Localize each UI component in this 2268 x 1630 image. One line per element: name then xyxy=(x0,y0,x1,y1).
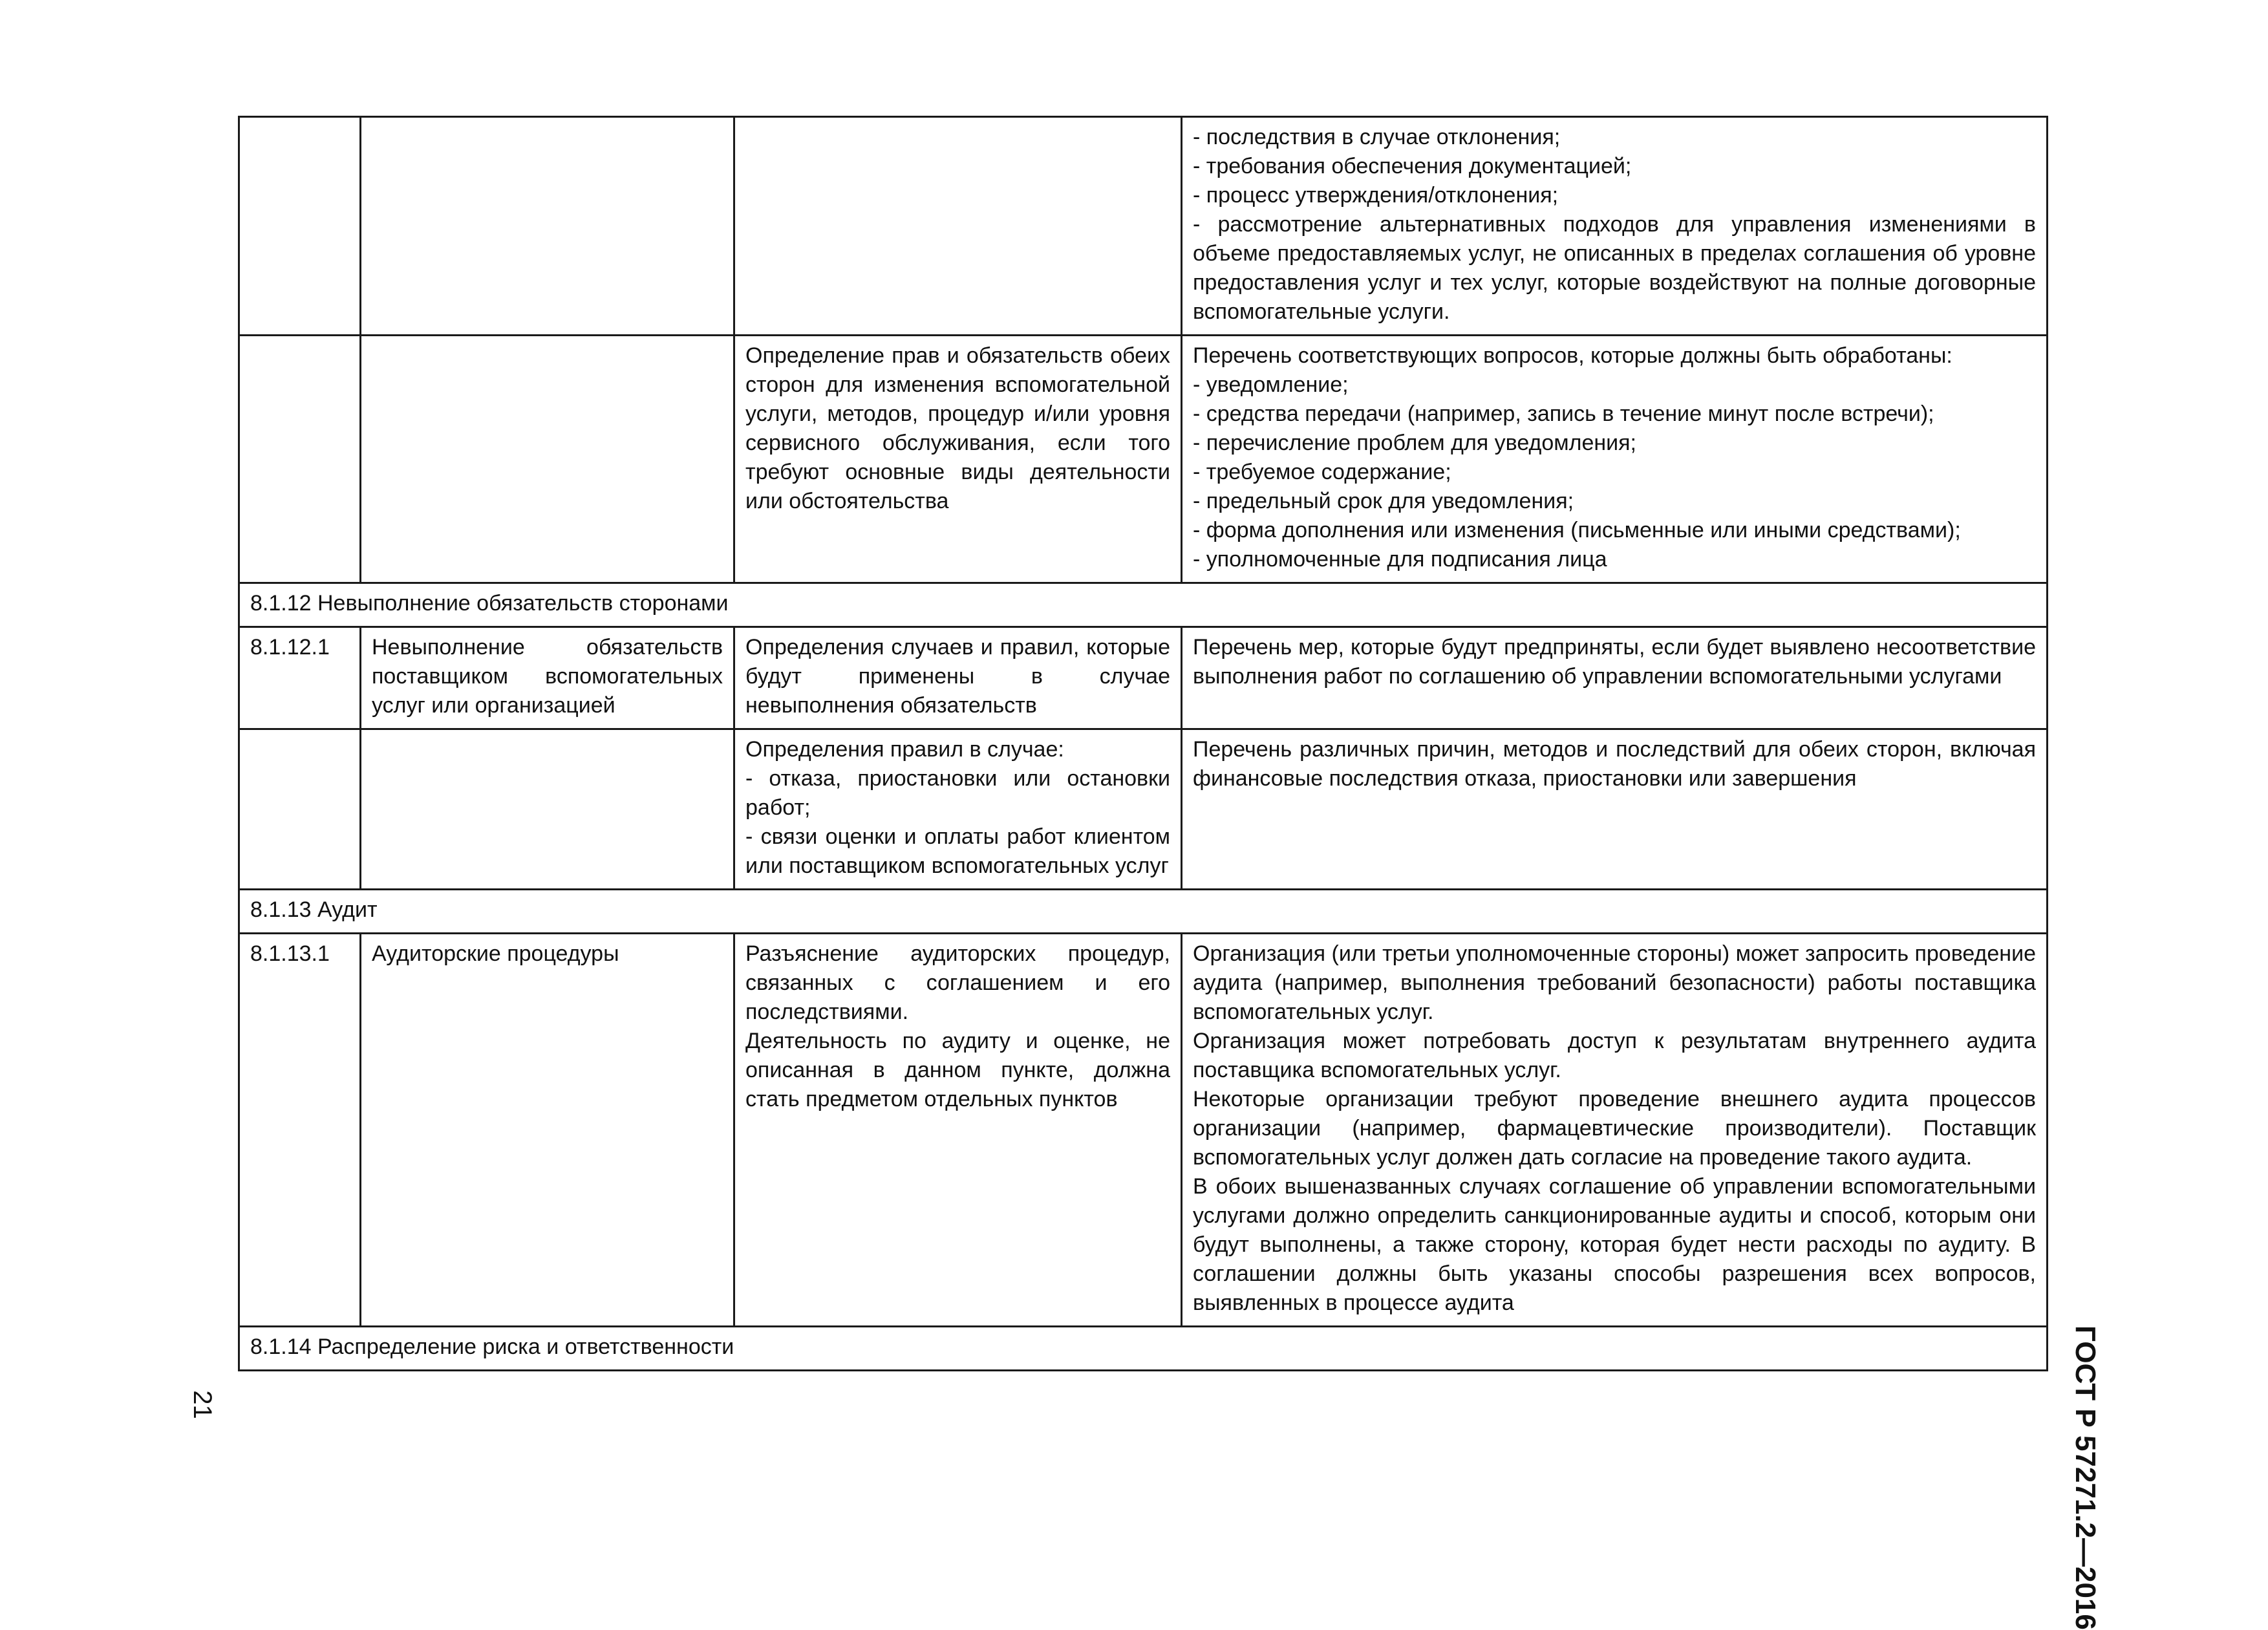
content-cell xyxy=(1182,729,2048,890)
content-line: - процесс утверждения/отклонения; xyxy=(1193,183,1559,208)
content-line: Организация может потребовать доступ к результатам внутреннего аудита поставщика вспомогательных услуг. xyxy=(1193,1029,2036,1082)
section-header-row xyxy=(239,890,2048,934)
description-line: Определения правил в случае: xyxy=(745,737,1064,762)
description-cell xyxy=(734,729,1182,890)
content-line: Перечень мер, которые будут предприняты, если будет выявлено несоответствие выполнения работ по соглашению об управлении вспомогательными услугами xyxy=(1193,635,2036,689)
content-line: - средства передачи (например, запись в течение минут после встречи); xyxy=(1193,402,1934,426)
content-line: - требуемое содержание; xyxy=(1193,460,1451,484)
description-cell xyxy=(734,117,1182,336)
description-line: Разъяснение аудиторских процедур, связанных с соглашением и его последствиями. xyxy=(745,941,1170,1024)
clause-name-cell: Невыполнение обязательств поставщиком вспомогательных услуг или организацией xyxy=(361,627,734,729)
description-line: - отказа, приостановки или остановки работ; xyxy=(745,766,1170,820)
content-line: В обоих вышеназванных случаях соглашение об управлении вспомогательными услугами должно определить санкционированные аудиты и способ, которым они будут выполнены, а также сторону, которая будет нести расходы по аудиту. В соглашении должны быть указаны способы разрешения всех вопросов, выявленных в процессе аудита xyxy=(1193,1174,2036,1315)
content-cell xyxy=(1182,627,2048,729)
content-line: - уполномоченные для подписания лица xyxy=(1193,547,1607,572)
content-line: - рассмотрение альтернативных подходов для управления изменениями в объеме предоставляемых услуг, не описанных в пределах соглашения об уровне предоставления услуг и тех услуг, которые воздействуют на полные договорные вспомогательные услуги. xyxy=(1193,212,2036,324)
clause-number-cell xyxy=(239,729,361,890)
section-title: 8.1.12 Невыполнение обязательств сторонами xyxy=(239,583,2048,627)
clause-name-cell: Аудиторские процедуры xyxy=(361,934,734,1327)
clause-name-cell xyxy=(361,729,734,890)
description-line: - связи оценки и оплаты работ клиентом или поставщиком вспомогательных услуг xyxy=(745,824,1170,878)
content-line: Некоторые организации требуют проведение внешнего аудита процессов организации (например, фармацевтические производители). Поставщик вспомогательных услуг должен дать согласие на проведение такого аудита. xyxy=(1193,1087,2036,1170)
content-line: - форма дополнения или изменения (письменные или иными средствами); xyxy=(1193,518,1961,542)
clause-name-cell xyxy=(361,336,734,583)
table-row xyxy=(239,729,2048,890)
page-number: 21 xyxy=(187,1390,217,1419)
content-line: Перечень различных причин, методов и последствий для обеих сторон, включая финансовые последствия отказа, приостановки или завершения xyxy=(1193,737,2036,791)
description-cell xyxy=(734,627,1182,729)
content-cell xyxy=(1182,336,2048,583)
description-line: Определения случаев и правил, которые будут применены в случае невыполнения обязательств xyxy=(745,635,1170,718)
content-line: - перечисление проблем для уведомления; xyxy=(1193,431,1636,455)
content-cell xyxy=(1182,934,2048,1327)
section-header-row xyxy=(239,1327,2048,1371)
content-line: Перечень соответствующих вопросов, которые должны быть обработаны: xyxy=(1193,343,1952,368)
table-body xyxy=(239,117,2048,1371)
content-cell xyxy=(1182,117,2048,336)
description-cell xyxy=(734,336,1182,583)
content-line: - предельный срок для уведомления; xyxy=(1193,489,1574,513)
section-title: 8.1.14 Распределение риска и ответственности xyxy=(239,1327,2048,1371)
section-header-row xyxy=(239,583,2048,627)
description-line: Определение прав и обязательств обеих сторон для изменения вспомогательной услуги, методов, процедур и/или уровня сервисного обслуживания, если того требуют основные виды деятельности или обстоятельства xyxy=(745,343,1170,513)
table-row xyxy=(239,627,2048,729)
description-line: Деятельность по аудиту и оценке, не описанная в данном пункте, должна стать предметом отдельных пунктов xyxy=(745,1029,1170,1111)
requirements-table xyxy=(238,116,2048,1371)
section-title: 8.1.13 Аудит xyxy=(239,890,2048,934)
content-line: - требования обеспечения документацией; xyxy=(1193,154,1632,178)
table-row xyxy=(239,934,2048,1327)
content-line: - последствия в случае отклонения; xyxy=(1193,125,1561,149)
clause-number-cell: 8.1.12.1 xyxy=(239,627,361,729)
table-row xyxy=(239,117,2048,336)
content-line: - уведомление; xyxy=(1193,372,1349,397)
clause-name-cell xyxy=(361,117,734,336)
description-cell xyxy=(734,934,1182,1327)
clause-number-cell xyxy=(239,117,361,336)
standard-code-text: ГОСТ Р 57271.2—2016 xyxy=(2070,1325,2101,1630)
table-row xyxy=(239,336,2048,583)
content-line: Организация (или третьи уполномоченные стороны) может запросить проведение аудита (например, выполнения требований безопасности) работы поставщика вспомогательных услуг. xyxy=(1193,941,2036,1024)
clause-number-cell: 8.1.13.1 xyxy=(239,934,361,1327)
clause-number-cell xyxy=(239,336,361,583)
